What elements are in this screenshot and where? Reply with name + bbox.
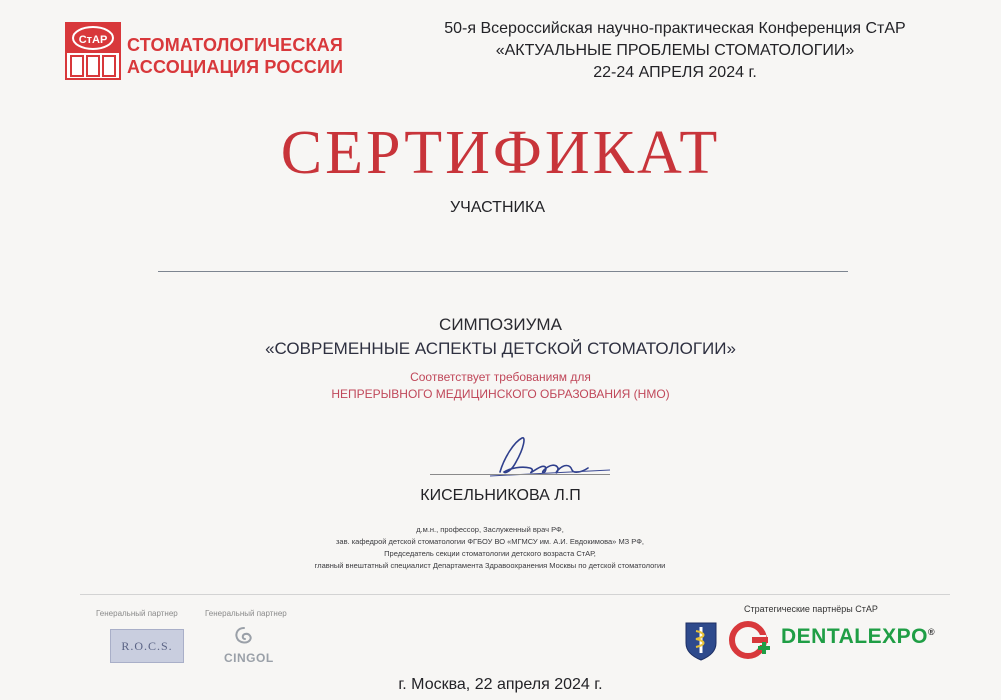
association-name-line2: АССОЦИАЦИЯ РОССИИ (127, 57, 344, 77)
signer-name: КИСЕЛЬНИКОВА Л.П (420, 487, 581, 504)
signer-credentials (260, 524, 720, 572)
certificate-subtitle: УЧАСТНИКА (450, 199, 545, 216)
dentalexpo-emblem-icon (728, 618, 772, 662)
certificate-title: СЕРТИФИКАТ (280, 119, 721, 187)
general-partner-label-1: Генеральный партнер (96, 609, 178, 618)
symposium-name: «СОВРЕМЕННЫЕ АСПЕКТЫ ДЕТСКОЙ СТОМАТОЛОГИИ» (265, 339, 736, 358)
conference-line1: 50-я Всероссийская научно-практическая Конференция СтАР (444, 20, 906, 37)
conference-line2: «АКТУАЛЬНЫЕ ПРОБЛЕМЫ СТОМАТОЛОГИИ» (495, 42, 855, 59)
registered-mark: ® (927, 627, 936, 637)
dentalexpo-logo (781, 625, 935, 649)
general-partner-label-2: Генеральный партнер (205, 609, 287, 618)
credential-line: зав. кафедрой детской стоматологии ФГБОУ ВО «МГМСУ им. А.И. Евдокимова» МЗ РФ, (335, 537, 645, 546)
nmo-line2: НЕПРЕРЫВНОГО МЕДИЦИНСКОГО ОБРАЗОВАНИЯ (НМО) (331, 387, 670, 401)
credential-line: д.м.н., профессор, Заслуженный врач РФ, (416, 525, 564, 534)
strategic-partners-label: Стратегические партнёры СтАР (744, 604, 878, 614)
rocs-logo (110, 629, 184, 663)
credential-line: Председатель секции стоматологии детского возраста СтАР, (384, 549, 596, 558)
symposium-label: СИМПОЗИУМА (439, 315, 562, 334)
nmo-line1: Соответствует требованиям для (410, 370, 591, 384)
association-name (127, 34, 342, 78)
svg-text:СтАР: СтАР (78, 34, 108, 46)
city-date: г. Москва, 22 апреля 2024 г. (398, 676, 603, 693)
handwritten-signature (470, 428, 620, 486)
medical-emblem-icon (682, 619, 720, 661)
footer-divider-line (80, 594, 950, 595)
association-name-line1: СТОМАТОЛОГИЧЕСКАЯ (127, 35, 344, 55)
cingol-logo: CINGOL (224, 651, 274, 665)
rocs-logo-text: R.O.C.S. (121, 639, 173, 653)
dentalexpo-logo-text: DENTALEXPO (781, 625, 928, 648)
signature-line (430, 474, 610, 475)
cingol-swirl-icon (232, 625, 256, 649)
credential-line: главный внештатный специалист Департамента Здравоохранения Москвы по детской стоматологии (314, 561, 666, 570)
conference-line3: 22-24 АПРЕЛЯ 2024 г. (593, 64, 757, 81)
name-divider-line (158, 271, 848, 272)
conference-header (355, 18, 995, 84)
association-logo-emblem (65, 22, 121, 80)
